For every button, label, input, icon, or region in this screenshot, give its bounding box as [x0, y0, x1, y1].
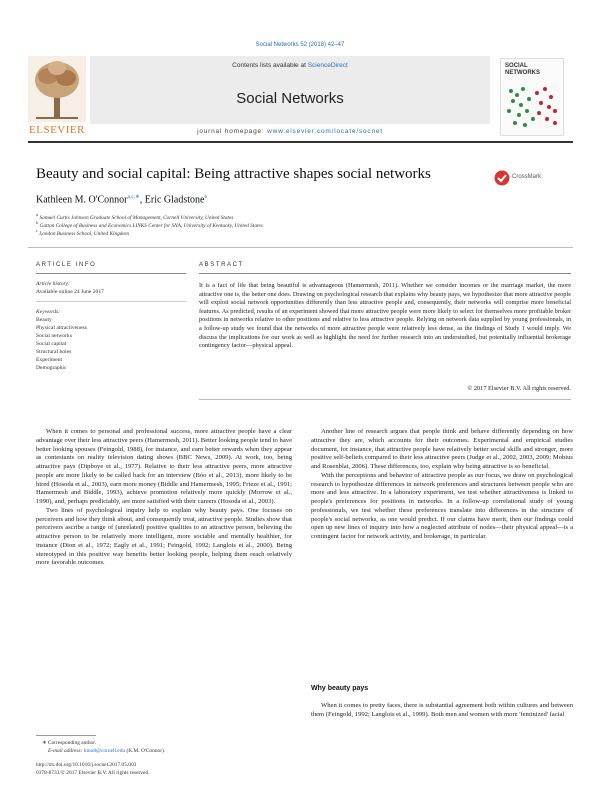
author-name[interactable]: Kathleen M. O'Connor — [36, 194, 128, 206]
sciencedirect-link[interactable]: ScienceDirect — [307, 62, 348, 69]
article-info-heading: ARTICLE INFO — [36, 262, 97, 268]
body-paragraph: When it comes to pretty faces, there is substantial agreement both within cultures and between them (Feingold, 1992; Langlois et al., 1999). Both men and women with more 'feminized' facial — [311, 702, 573, 718]
author-name[interactable]: Eric Gladstone — [144, 194, 205, 206]
section-body — [311, 702, 573, 720]
divider — [36, 301, 186, 302]
keyword: Experiment — [36, 357, 63, 363]
keyword: Beauty — [36, 317, 52, 323]
body-right-column — [311, 428, 573, 542]
crossmark-badge[interactable] — [494, 168, 552, 188]
keywords-label: Keywords: — [36, 309, 61, 315]
footnote-rule — [36, 735, 96, 736]
history-value: Available online 24 June 2017 — [36, 289, 104, 295]
contents-prefix: Contents lists available at — [232, 62, 306, 69]
divider — [36, 273, 186, 274]
issn-line: 0378-8733/© 2017 Elsevier B.V. All rights reserved. — [36, 770, 150, 776]
journal-title: Social Networks — [236, 90, 344, 107]
body-paragraph: Another line of research argues that people think and behave differently depending on how attractive they are, which accounts for their outcomes. Experimental and empirical studies document, for instance, that attractive people have relatively better social skills and stronger, more positive self-beliefs compared to their less attractive peers (Judge et al., 2002, 2003, 2009; Mobius and Rosenblat, 2006). These differences, too, explain why being attractive is so beneficial. — [311, 428, 573, 470]
author-marks[interactable]: a,c,∗ — [127, 194, 140, 200]
abstract-text: It is a fact of life that being beautiful is advantageous (Hamermesh, 2011). Whether we consider incomes or the marriage market, the more attractive one is, the better one does. Drawing on psychological research that explains why beauty pays, we hypothesize that more attractive people will exploit social network opportunities differently than less attractive people and, consequently, their networks will comprise more beneficial features. As predicted, results of an experiment showed that more attractive people were more likely to select for themselves more profitable broker positions in networks relative to other positions and relative to less attractive people. Relying on network data supplied by young professionals, in a follow-up study we found that the networks of more attractive people were relatively less dense, as the findings of Study 1 would imply. We discuss the implications for our work as well as highlight the need for further research into an understudied, but potentially influential brokerage contingency factor—physical appeal. — [199, 282, 571, 350]
journal-cover — [500, 58, 564, 136]
email-link[interactable]: kmo8@cornell.edu — [83, 748, 126, 754]
corresponding-author-note: ∗ Corresponding author. — [42, 740, 97, 746]
email-label: E-mail address: — [48, 748, 83, 754]
affiliation: $^c$ London Business School, United Kingdom — [36, 228, 129, 237]
history-label: Article history: — [36, 281, 71, 287]
body-paragraph: Two lines of psychological inquiry help to explain why beauty pays. One focuses on perceivers and how they think about, and consequently treat, attractive people. Studies show that perceivers ascribe a range of (unrelated) positive qualities to an attractive person, believing the attractive person to be relatively more intelligent, more sociable and mentally healthier, for instance (Dion et al., 1972; Eagly et al., 1991; Feingold, 1992; Langlois et al., 2000). Being stereotyped in this positive way benefits better looking people, helping them reach relatively more favorable outcomes. — [36, 506, 292, 567]
body-paragraph: With the perceptions and behavior of attractive people as our focus, we draw on psychological research to hypothesize differences in network preferences and structures between people who are more and less attractive. In a laboratory experiment, we test whether attractiveness is linked to people's preferences for positions in networks. In a follow-up correlational study of young professionals, we test whether these preferences translate into differences in the structure of people's social networks, as one would predict. If our claims have merit, then our findings could open up new lines of inquiry into how a neglected attribute of nodes—their physical appeal—is a contingent factor for network activity, and brokerage, in particular. — [311, 471, 573, 540]
keyword: Social capital — [36, 341, 67, 347]
crossmark-icon — [494, 170, 510, 186]
keyword: Social networks — [36, 333, 72, 339]
divider — [199, 273, 571, 274]
abstract-copyright: © 2017 Elsevier B.V. All rights reserved. — [467, 385, 571, 392]
affiliation: $^a$ Samuel Curtis Johnson Graduate School of Management, Cornell University, United States — [36, 212, 234, 221]
affiliation: $^b$ Gatton College of Business and Economics LINKS Center for SNA, University of Kentucky, United States — [36, 220, 263, 229]
email-owner: (K.M. O'Connor). — [126, 748, 166, 754]
journal-homepage — [90, 128, 490, 135]
abstract-heading: ABSTRACT — [199, 262, 244, 268]
doi-link[interactable]: http://dx.doi.org/10.1016/j.socnet.2017.05.003 — [36, 762, 137, 768]
body-left-column — [36, 428, 292, 568]
journal-masthead — [90, 56, 490, 124]
article-title: Beauty and social capital: Being attractive shapes social networks — [36, 166, 431, 182]
keyword: Demographic — [36, 365, 67, 371]
homepage-label: journal homepage: — [197, 128, 265, 135]
cover-title-line1: SOCIAL — [505, 63, 528, 69]
email-note — [48, 748, 165, 754]
author-list: Kathleen M. O'Connor$^{a,c,∗}$, Eric Gladstone$^b$ — [36, 194, 208, 206]
cover-network-graphic — [501, 81, 563, 131]
keyword: Structural holes — [36, 349, 72, 355]
homepage-link[interactable]: www.elsevier.com/locate/socnet — [267, 128, 383, 135]
header-rule — [28, 141, 573, 143]
cover-title-line2: NETWORKS — [505, 70, 540, 76]
section-heading: Why beauty pays — [311, 685, 369, 692]
journal-reference[interactable]: Social Networks 52 (2018) 42–47 — [255, 42, 345, 48]
keyword: Physical attractiveness — [36, 325, 87, 331]
crossmark-label: CrossMark — [512, 174, 542, 180]
contents-line — [90, 62, 490, 69]
author-marks[interactable]: b — [204, 194, 208, 200]
elsevier-logo-text: ELSEVIER — [29, 124, 85, 136]
body-paragraph: When it comes to personal and professional success, more attractive people have a clear advantage over their less attractive peers (Hamermesh, 2011). Better looking people tend to have better looking spouses (Feingold, 1988), for instance, and earn better rewards when they appear as contestants on reality television dating shows (BBC News, 2009). At work, too, being attractive pays (Dipboye et al., 1977). Relative to their less attractive peers, more attractive people are more likely to be called back for an interview (Bóo et al., 2013), more likely to be hired (Hosoda et al., 2003), earn more money (Biddle and Hamermesh, 1995; Frieze et al., 1991; Hamermesh and Biddle, 1993), achieve promotion relatively more quickly (Morrow et al., 1990), and, perhaps predictably, are more satisfied with their careers (Hosoda et al., 2003). — [36, 428, 292, 505]
divider — [28, 247, 573, 248]
divider — [199, 399, 571, 400]
